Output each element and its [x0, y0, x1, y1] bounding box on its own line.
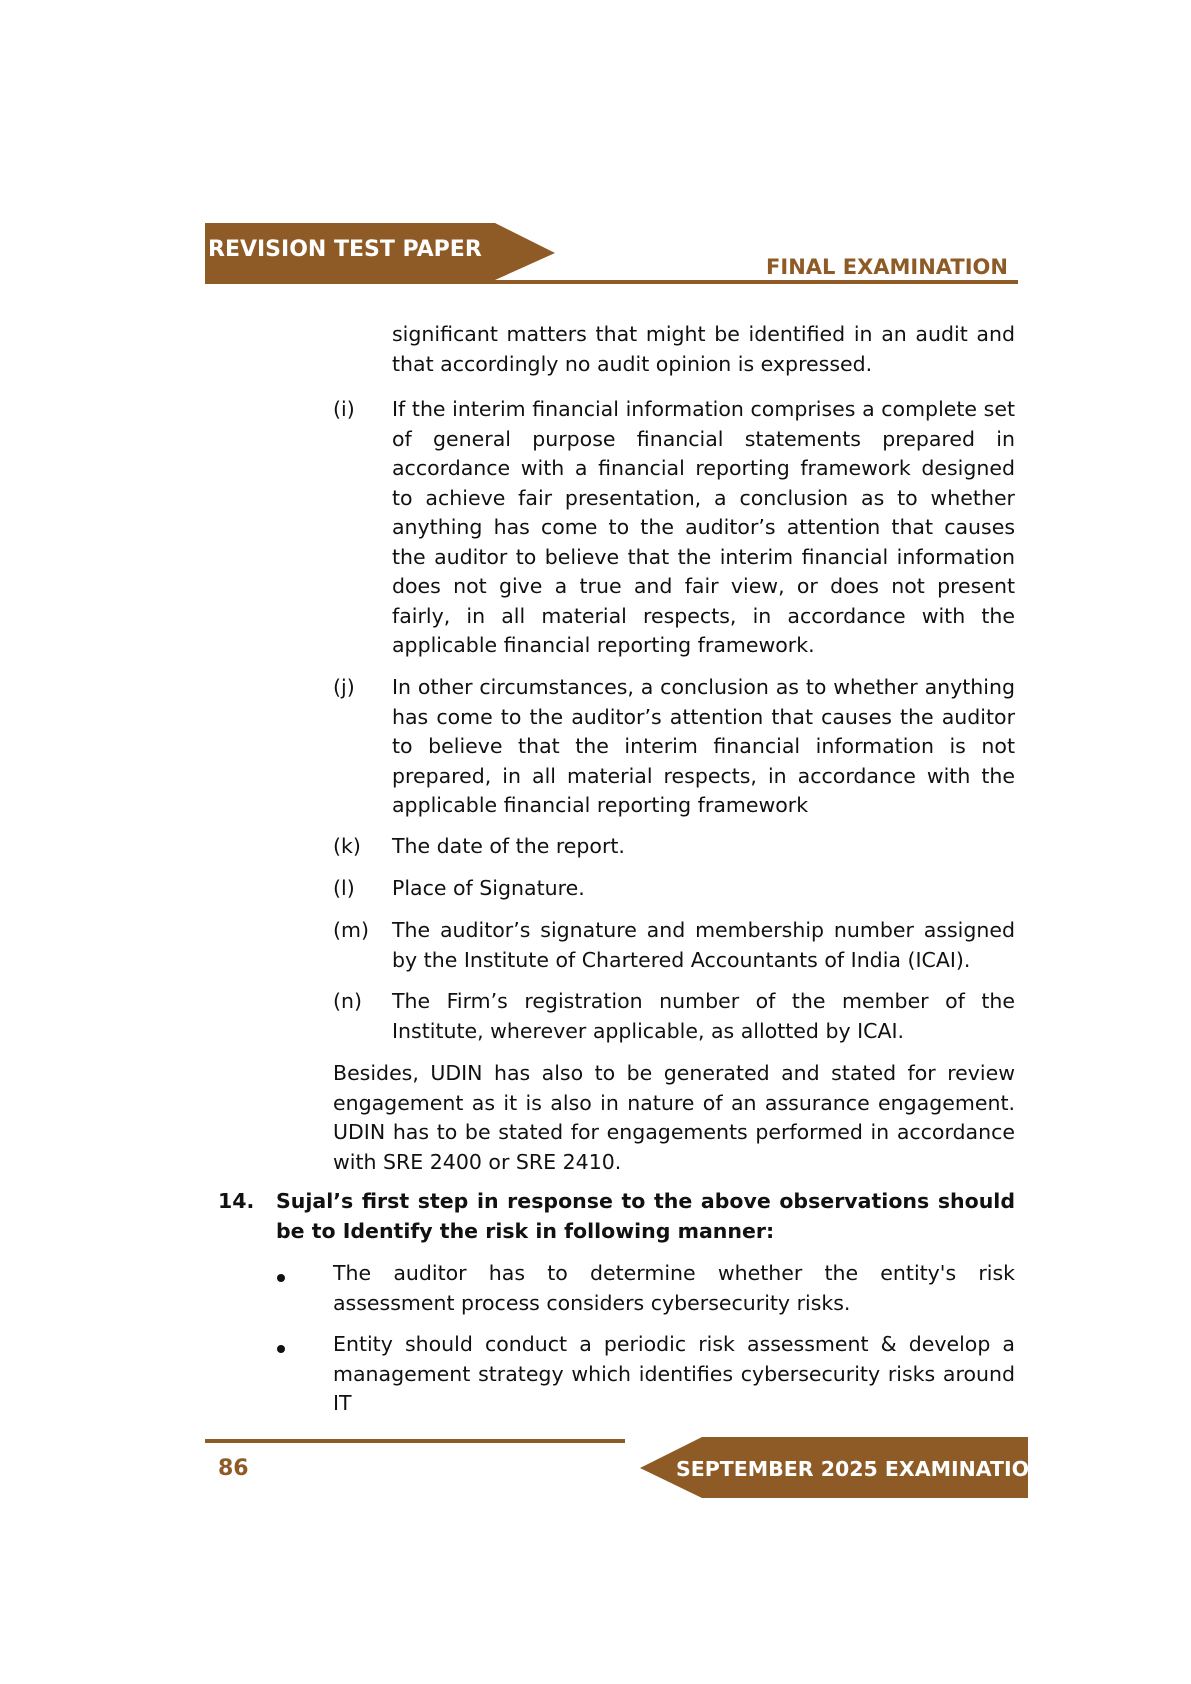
- question-number: 14.: [218, 1189, 255, 1213]
- item-label: (n): [333, 989, 362, 1013]
- item-text: The Firm’s registration number of the member of the Institute, wherever applicable, as allotted by ICAI.: [392, 989, 1015, 1043]
- bullet-icon: [277, 1274, 285, 1282]
- item-label: (m): [333, 918, 369, 942]
- bullet-text: Entity should conduct a periodic risk assessment & develop a management strategy which identifies cybersecurity risks around IT: [333, 1332, 1015, 1415]
- header-right-title: FINAL EXAMINATION: [766, 255, 1008, 279]
- footer-rule: [205, 1439, 625, 1443]
- header-rule: [205, 280, 1018, 284]
- page-number: 86: [218, 1456, 249, 1481]
- item-label: (i): [333, 397, 355, 421]
- item-label: (l): [333, 876, 355, 900]
- item-text: If the interim financial information comprises a complete set of general purpose financial statements prepared in accordance with a financial reporting framework designed to achieve fair presentation, a conclusion as to whether anything has come to the auditor’s attention that causes the auditor to believe that the interim financial information does not give a true and fair view, or does not present fairly, in all material respects, in accordance with the applicable financial reporting framework.: [392, 397, 1015, 657]
- question-text: Sujal’s first step in response to the above observations should be to Identify the risk in following manner:: [276, 1189, 1015, 1243]
- header-left-title: REVISION TEST PAPER: [208, 237, 482, 262]
- item-label: (k): [333, 834, 361, 858]
- item-text: Place of Signature.: [392, 876, 585, 900]
- item-text: The auditor’s signature and membership number assigned by the Institute of Chartered Accountants of India (ICAI).: [392, 918, 1015, 972]
- besides-paragraph: Besides, UDIN has also to be generated and stated for review engagement as it is also in nature of an assurance engagement. UDIN has to be stated for engagements performed in accordance with SRE 2400 or SRE 2410.: [333, 1061, 1015, 1174]
- bullet-text: The auditor has to determine whether the entity's risk assessment process considers cybersecurity risks.: [333, 1261, 1015, 1315]
- item-text: In other circumstances, a conclusion as to whether anything has come to the auditor’s attention that causes the auditor to believe that the interim financial information is not prepared, in all material respects, in accordance with the applicable financial reporting framework: [392, 675, 1015, 817]
- item-text: The date of the report.: [392, 834, 625, 858]
- item-label: (j): [333, 675, 355, 699]
- bullet-icon: [277, 1345, 285, 1353]
- footer-exam-title: SEPTEMBER 2025 EXAMINATION: [676, 1457, 1047, 1481]
- continuation-paragraph: significant matters that might be identified in an audit and that accordingly no audit opinion is expressed.: [392, 322, 1015, 376]
